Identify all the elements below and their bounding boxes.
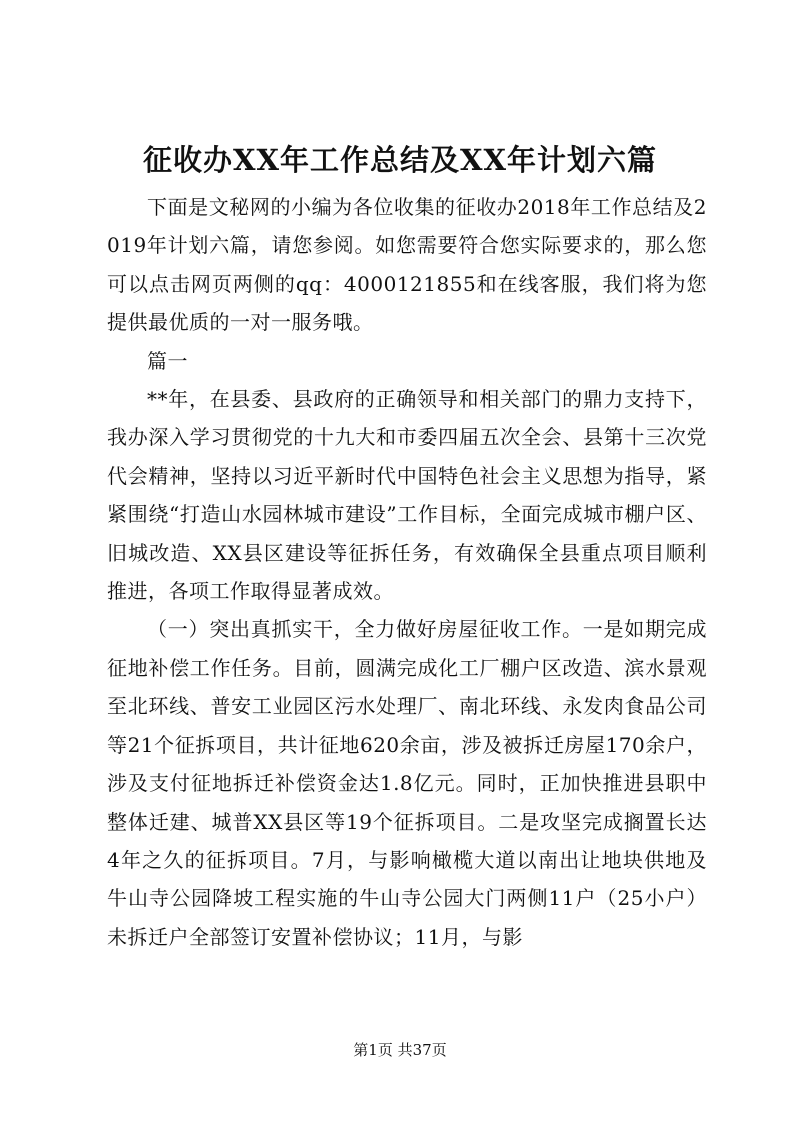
section-heading: 篇一 [147, 348, 188, 373]
document-body [107, 188, 707, 956]
page-number: 第1页 共37页 [353, 1041, 447, 1059]
document-title: 征收办XX年工作总结及XX年计划六篇 [142, 143, 657, 177]
body-paragraph: （一）突出真抓实干，全力做好房屋征收工作。一是如期完成征地补偿工作任务。目前，圆满完成化工厂棚户区改造、滨水景观至北环线、普安工业园区污水处理厂、南北环线、永发肉食品公司等21个征拆项目，共计征地620余亩，涉及被拆迁房屋170余户，涉及支付征地拆迁补偿资金达1.8亿元。同时，正加快推进县职中整体迁建、城普XX县区等19个征拆项目。二是攻坚完成搁置长达4年之久的征拆项目。7月，与影响橄榄大道以南出让地块供地及牛山寺公园降坡工程实施的牛山寺公园大门两侧11户（25小户）未拆迁户全部签订安置补偿协议；11月，与影 [107, 617, 707, 949]
intro-paragraph: 下面是文秘网的小编为各位收集的征收办2018年工作总结及2019年计划六篇，请您参阅。如您需要符合您实际要求的，那么您可以点击网页两侧的qq：4000121855和在线客服，我们将为您提供最优质的一对一服务哦。 [107, 195, 707, 335]
body-paragraph: **年，在县委、县政府的正确领导和相关部门的鼎力支持下，我办深入学习贯彻党的十九大和市委四届五次全会、县第十三次党代会精神，坚持以习近平新时代中国特色社会主义思想为指导，紧紧围绕“打造山水园林城市建设”工作目标，全面完成城市棚户区、旧城改造、XX县区建设等征拆任务，有效确保全县重点项目顺利推进，各项工作取得显著成效。 [107, 387, 707, 604]
